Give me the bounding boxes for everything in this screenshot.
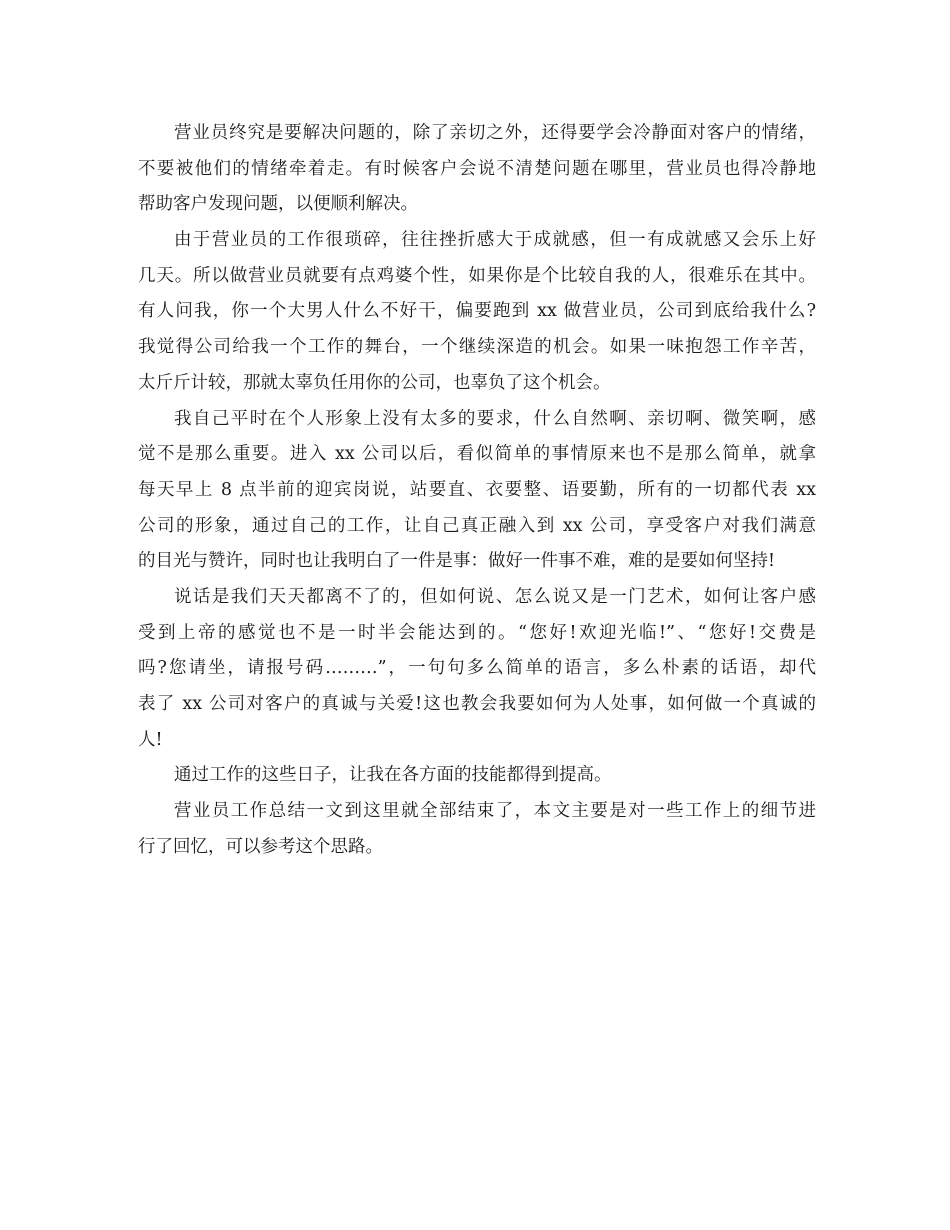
paragraph-line: 营业员终究是要解决问题的，除了亲切之外，还得要学会冷静面对客户的情绪， — [174, 123, 816, 143]
paragraph-4 — [138, 580, 816, 758]
paragraph-line: 太斤斤计较，那就太辜负任用你的公司，也辜负了这个机会。 — [138, 372, 611, 393]
paragraph-line: 营业员工作总结一文到这里就全部结束了，本文主要是对一些工作上的细节进 — [174, 801, 816, 822]
paragraph-line: 行了回忆，可以参考这个思路。 — [138, 836, 383, 857]
paragraph-6 — [138, 794, 816, 865]
paragraph-line: 表了 xx 公司对客户的真诚与关爱!这也教会我要如何为人处事，如何做一个真诚的 — [138, 694, 816, 714]
paragraph-line: 说话是我们天天都离不了的，但如何说、怎么说又是一门艺术，如何让客户感 — [174, 586, 816, 607]
paragraph-line: 我觉得公司给我一个工作的舞台，一个继续深造的机会。如果一味抱怨工作辛苦， — [138, 337, 816, 358]
paragraph-3 — [138, 402, 816, 580]
paragraph-5 — [138, 758, 816, 794]
paragraph-line: 不要被他们的情绪牵着走。有时候客户会说不清楚问题在哪里，营业员也得冷静地 — [138, 158, 816, 179]
paragraph-line: 觉不是那么重要。进入 xx 公司以后，看似简单的事情原来也不是那么简单，就拿 — [138, 444, 816, 465]
paragraph-line: 吗?您请坐，请报号码………”，一句句多么简单的语言，多么朴素的话语，却代 — [138, 658, 816, 679]
paragraph-2 — [138, 223, 816, 401]
paragraph-1 — [138, 116, 816, 223]
paragraph-line: 几天。所以做营业员就要有点鸡婆个性，如果你是个比较自我的人，很难乐在其中。 — [138, 265, 816, 286]
paragraph-line: 每天早上 8 点半前的迎宾岗说，站要直、衣要整、语要勤，所有的一切都代表 xx — [138, 479, 816, 500]
paragraph-line: 通过工作的这些日子，让我在各方面的技能都得到提高。 — [174, 765, 612, 786]
paragraph-line: 人! — [138, 729, 163, 750]
paragraph-line: 由于营业员的工作很琐碎，往往挫折感大于成就感，但一有成就感又会乐上好 — [174, 230, 816, 251]
paragraph-line: 的目光与赞许，同时也让我明白了一件是事：做好一件事不难，难的是要如何坚持! — [138, 551, 776, 572]
document-body — [138, 116, 816, 865]
paragraph-line: 公司的形象，通过自己的工作，让自己真正融入到 xx 公司，享受客户对我们满意 — [138, 515, 816, 536]
paragraph-line: 受到上帝的感觉也不是一时半会能达到的。“您好!欢迎光临!”、“您好!交费是 — [138, 622, 816, 643]
paragraph-line: 帮助客户发现问题，以便顺利解决。 — [138, 194, 418, 215]
paragraph-line: 我自己平时在个人形象上没有太多的要求，什么自然啊、亲切啊、微笑啊，感 — [174, 408, 816, 429]
paragraph-line: 有人问我，你一个大男人什么不好干，偏要跑到 xx 做营业员，公司到底给我什么? — [138, 301, 816, 322]
